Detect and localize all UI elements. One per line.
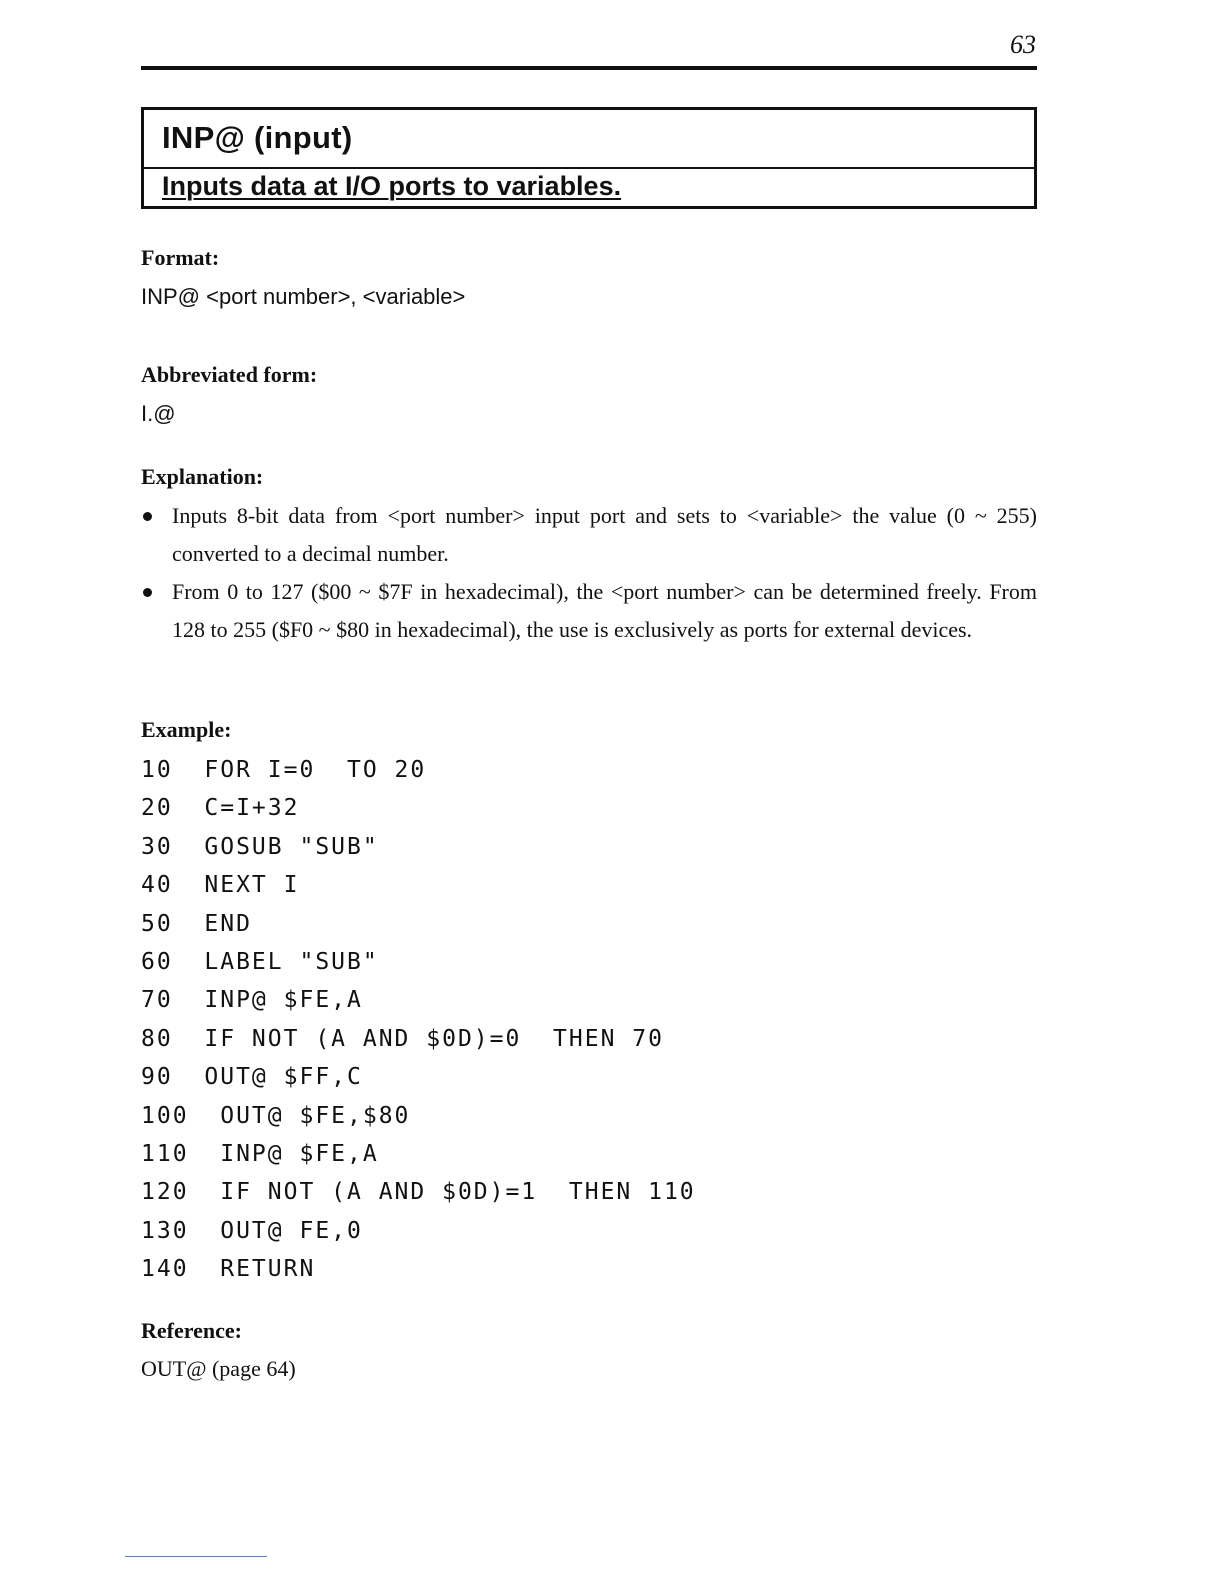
code-line: 60 LABEL "SUB"	[141, 948, 379, 975]
code-line: 110 INP@ $FE,A	[141, 1140, 379, 1167]
bullet-icon	[143, 588, 152, 597]
explanation-bullet	[141, 573, 1037, 649]
reference-heading: Reference:	[141, 1318, 242, 1343]
code-line: 130 OUT@ FE,0	[141, 1217, 363, 1244]
code-line: 100 OUT@ $FE,$80	[141, 1102, 411, 1129]
explanation-heading: Explanation:	[141, 464, 264, 489]
code-line: 30 GOSUB "SUB"	[141, 833, 379, 860]
code-line: 70 INP@ $FE,A	[141, 987, 363, 1014]
example-code-listing	[141, 751, 696, 1288]
page-number: 63	[1010, 30, 1036, 59]
code-line: 90 OUT@ $FF,C	[141, 1064, 363, 1091]
code-line: 50 END	[141, 910, 252, 937]
title-divider	[144, 167, 1034, 169]
abbreviated-heading: Abbreviated form:	[141, 362, 318, 387]
code-line: 80 IF NOT (A AND $0D)=0 THEN 70	[141, 1025, 664, 1052]
format-text: INP@ <port number>, <variable>	[141, 284, 466, 309]
format-heading: Format:	[141, 245, 220, 270]
code-line: 120 IF NOT (A AND $0D)=1 THEN 110	[141, 1179, 696, 1206]
title-box	[141, 107, 1037, 209]
code-line: 10 FOR I=0 TO 20	[141, 757, 427, 783]
code-line: 140 RETURN	[141, 1256, 316, 1283]
code-line: 40 NEXT I	[141, 872, 300, 899]
bullet-text: Inputs 8-bit data from <port number> input port and sets to <variable> the value (0 ~ 255) converted to a decimal number.	[172, 503, 1037, 566]
footer-rule	[125, 1556, 267, 1557]
command-summary: Inputs data at I/O ports to variables.	[162, 171, 622, 201]
bullet-icon	[143, 512, 152, 521]
code-line: 20 C=I+32	[141, 795, 300, 822]
reference-text: OUT@ (page 64)	[141, 1356, 296, 1381]
header-rule	[141, 66, 1037, 70]
abbreviated-text: I.@	[141, 401, 176, 426]
explanation-bullet	[141, 497, 1037, 573]
command-title: INP@ (input)	[162, 120, 353, 155]
bullet-text: From 0 to 127 ($00 ~ $7F in hexadecimal), the <port number> can be determined freely. From 128 to 255 ($F0 ~ $80 in hexadecimal), the use is exclusively as ports for external devices.	[172, 579, 1037, 642]
example-heading: Example:	[141, 717, 232, 742]
